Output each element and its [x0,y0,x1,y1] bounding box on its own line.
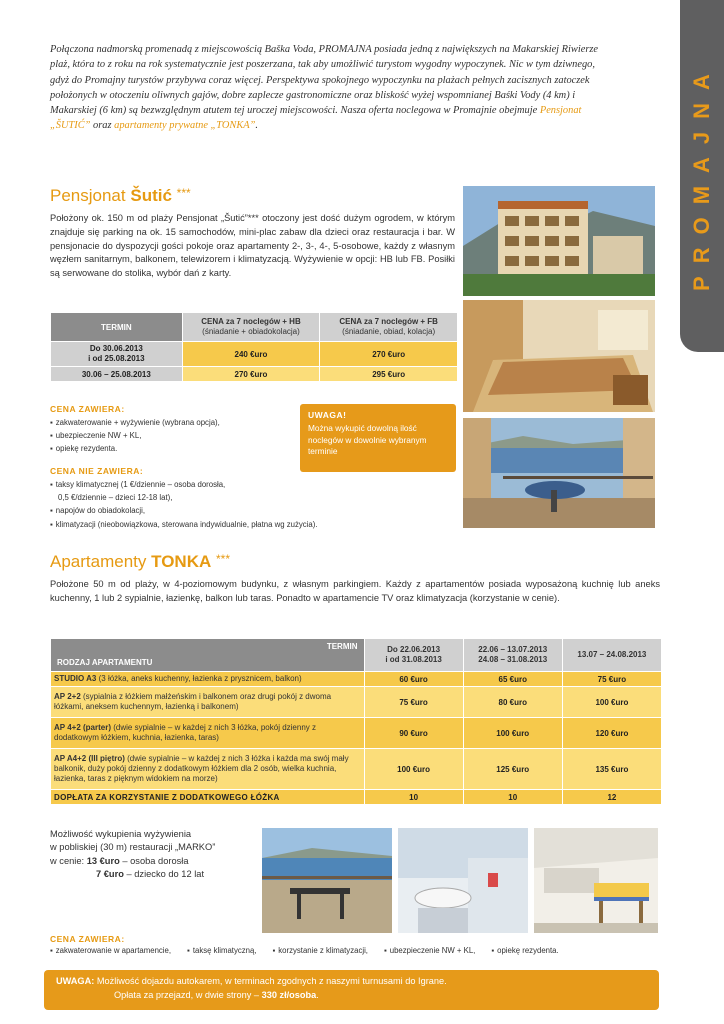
pensjonat-heading [50,186,191,206]
side-tab-label: PROMAJNA [689,61,714,291]
table-cell-apartment [51,718,364,748]
list-item: ▪ ubezpieczenie NW + KL, [384,946,475,955]
meal-info [50,828,260,881]
table-row [51,672,661,686]
intro-link-tonka[interactable]: apartamenty prywatne „TONKA” [114,120,256,132]
table-cell-price: 90 €uro [365,718,463,748]
intro-paragraph [50,42,610,134]
list-item: ▪ taksę klimatyczną, [187,946,256,955]
pensjonat-room-photo [463,300,655,412]
table-cell-price: 100 €uro [464,718,562,748]
list-item: ▪ opiekę rezydenta. [491,946,558,955]
table-cell-extra: 10 [365,790,463,804]
bottom-line2 [56,989,647,1003]
pensjonat-excludes-list [50,478,318,531]
tonka-bathroom-photo [398,828,528,933]
note-title: UWAGA! [308,410,347,420]
table-cell-extra: 10 [464,790,562,804]
table-cell-termin [51,342,182,366]
table-cell-price: 240 €uro [183,342,320,366]
side-tab [680,0,724,352]
pensjonat-building-photo [463,186,655,296]
pensjonat-stars: *** [176,186,191,200]
table-header-termin: TERMIN [51,313,182,341]
list-item: ▪ klimatyzacji (nieobowiązkowa, sterowana indywidualnie, płatna wg zużycia). [50,518,318,531]
table-cell-price: 270 €uro [183,367,320,381]
table-row [51,342,457,366]
meal-line3 [50,855,260,868]
pensjonat-excludes-title: CENA NIE ZAWIERA: [50,466,144,476]
pensjonat-balcony-photo [463,418,655,528]
pensjonat-includes-list [50,416,220,456]
meal-adult-price: 13 €uro [86,855,120,866]
list-item: ▪ zakwaterowanie w apartamencie, [50,946,171,955]
list-item: ▪ korzystanie z klimatyzacji, [273,946,368,955]
termin-line2: i od 25.08.2013 [88,354,145,363]
table-cell-price: 125 €uro [464,749,562,789]
intro-text: Połączona nadmorską promenadą z miejscowością Baška Voda, PROMAJNA posiada jedną z największych na Makarskiej Riwierze plaż, która to z roku na rok systematycznie jest poszerzana, tak aby umożliwić turystom wygodny wypoczynek. Nic w tym dziwnego, gdyż do Promajny turystów przybywa coraz więcej. Perspektywa spokojnego wypoczynku na plażach pełnych zacisznych zatoczek położonych w otoczeniu oliwnych gajów, dobre zaplecze gastronomiczne oraz bliskość wyżej wspomnianej Baśki Vody (4 km) i Makarskiej (6 km) są bezwzględnym atutem tej uroczej miejscowości. Nasza oferta noclegowa w Promajnie obejmuje [50,44,599,117]
table-cell-price: 270 €uro [320,342,457,366]
meal-line4 [50,868,260,881]
bottom-notice [44,970,659,1010]
tonka-title-name: TONKA [151,552,212,571]
meal-adult-label: – osoba dorosła [122,855,189,866]
hb-header-line1: CENA za 7 noclegów + HB [201,317,301,326]
list-item: ▪ opiekę rezydenta. [50,442,220,455]
meal-child-label: – dziecko do 12 lat [126,868,205,879]
list-item-continuation: 0,5 €/dziennie – dzieci 12-18 lat), [58,493,173,503]
table-header-row [51,313,457,341]
period-line1: Do 22.06.2013 [387,645,441,654]
period-line1: 13.07 – 24.08.2013 [577,650,647,659]
pensjonat-title-prefix: Pensjonat [50,186,126,205]
fb-header-line2: (śniadanie, obiad, kolacja) [342,327,436,336]
table-header-corner [51,639,364,671]
apartment-desc: (dwie sypialnie – w każdej z nich 3 łóżka, pokój dzienny z dodatkowym łóżkiem, kuchnia, łazienka, taras) [54,723,317,742]
list-item [50,491,318,504]
list-item: ▪ taksy klimatycznej (1 €/dziennie – osoba dorosła, [50,478,318,491]
table-row [51,749,661,789]
tonka-terrace-photo [262,828,392,933]
period-line1: 22.06 – 13.07.2013 [478,645,548,654]
tonka-includes-list [50,946,559,955]
bottom-text1: Możliwość dojazdu autokarem, w terminach zgodnych z naszymi turnusami do Igrane. [96,976,447,986]
table-header-period [464,639,562,671]
list-item: ▪ napojów do obiadokolacji, [50,504,318,517]
period-line2: 24.08 – 31.08.2013 [478,655,548,664]
pensjonat-title-name: Šutić [130,186,172,205]
table-header-rodzaj: RODZAJ APARTAMENTU [57,658,153,667]
apartment-desc: (sypialnia z łóżkiem małżeńskim i balkonem oraz drugi pokój z dwoma łóżkami, aneksem kuchennym, łazienką i balkonem) [54,692,332,711]
meal-child-price: 7 €uro [96,868,124,879]
table-cell-price: 65 €uro [464,672,562,686]
table-row [51,687,661,717]
table-header-fb [320,313,457,341]
apartment-name: AP 4+2 (parter) [54,723,111,732]
table-cell-price: 100 €uro [365,749,463,789]
apartment-name: AP A4+2 (III piętro) [54,754,125,763]
table-row [51,367,457,381]
pensjonat-price-table [50,312,458,382]
table-cell-apartment [51,687,364,717]
apartment-name: STUDIO A3 [54,674,97,683]
table-cell-apartment [51,749,364,789]
meal-line2: w pobliskiej (30 m) restauracji „MARKO” [50,842,216,853]
table-cell-price: 75 €uro [365,687,463,717]
table-header-hb [183,313,320,341]
pensjonat-note-box [300,404,456,472]
table-cell-apartment [51,672,364,686]
fb-header-line1: CENA za 7 noclegów + FB [339,317,438,326]
intro-mid: oraz [93,120,112,132]
tonka-kitchen-photo [534,828,658,933]
tonka-title-prefix: Apartamenty [50,552,147,571]
table-header-period [365,639,463,671]
tonka-description: Położone 50 m od plaży, w 4-poziomowym budynku, z własnym parkingiem. Każdy z apartamentów posiada wyposażoną kuchnię lub aneks kuchenny, 1 lub 2 sypialnie, łazienkę, balkon lub taras. Ponadto w apartamencie TV oraz klimatyzacja (korzystanie w cenie). [50,579,660,603]
bottom-end: . [316,989,319,1000]
tonka-stars: *** [216,552,231,566]
hb-header-line2: (śniadanie + obiadokolacja) [202,327,300,336]
table-header-period [563,639,661,671]
apartment-name: AP 2+2 [54,692,81,701]
tonka-price-table [50,638,662,805]
table-cell-price: 80 €uro [464,687,562,717]
meal-line1: Możliwość wykupienia wyżywienia [50,829,192,839]
period-line2: i od 31.08.2013 [385,655,442,664]
bottom-line1 [56,975,647,989]
note-body: Można wykupić dowolną ilość noclegów w dowolnie wybranym terminie [308,423,427,456]
table-header-row [51,639,661,671]
table-cell-extra-label: DOPŁATA ZA KORZYSTANIE Z DODATKOWEGO ŁÓŻKA [51,790,364,804]
tonka-heading [50,552,230,572]
table-cell-price: 100 €uro [563,687,661,717]
table-cell-price: 295 €uro [320,367,457,381]
bottom-text2: Opłata za przejazd, w dwie strony – [114,989,260,1000]
intro-end: . [255,120,258,132]
bottom-label: UWAGA: [56,976,95,986]
table-row [51,718,661,748]
pensjonat-description: Położony ok. 150 m od plaży Pensjonat „Šutić”*** otoczony jest dość dużym ogrodem, w którym znajduje się parking na ok. 15 samochodów, mini-plac zabaw dla dzieci oraz restauracja i bar. W pensjonacie do dyspozycji gości pokoje oraz apartamenty 2-, 3-, 4-, 5-osobowe, każdy z własnym węzłem sanitarnym, balkonem, telewizorem i klimatyzacją. Wyżywienie w opcji: HB lub FB. Posiłki są serwowane do stolika, wybór dań z karty. [50,213,455,279]
table-row-extra-bed [51,790,661,804]
table-header-termin: TERMIN [326,642,358,651]
termin-line1: Do 30.06.2013 [89,344,143,353]
table-cell-price: 75 €uro [563,672,661,686]
pensjonat-includes-title: CENA ZAWIERA: [50,404,125,414]
intro-link-sutic[interactable]: Pensjonat „ŠUTIĆ” [50,105,582,132]
table-cell-price: 120 €uro [563,718,661,748]
tonka-includes-title: CENA ZAWIERA: [50,934,125,944]
bottom-price: 330 zł/osoba [261,989,317,1000]
table-cell-price: 60 €uro [365,672,463,686]
table-cell-termin: 30.06 – 25.08.2013 [51,367,182,381]
list-item: ▪ ubezpieczenie NW + KL, [50,429,220,442]
list-item: ▪ zakwaterowanie + wyżywienie (wybrana opcja), [50,416,220,429]
apartment-desc: (3 łóżka, aneks kuchenny, łazienka z prysznicem, balkon) [98,674,302,683]
table-cell-price: 135 €uro [563,749,661,789]
meal-prefix: w cenie: [50,855,85,866]
apartment-desc: (dwie sypialnie – w każdej z nich 3 łóżka i każda ma swój mały balkonik, duży pokój dzienny z dodatkowym łóżkiem dla 2 osób, wielka kuchnia, łazienka, taras z pięknym widokiem na morze) [54,754,349,783]
table-cell-extra: 12 [563,790,661,804]
